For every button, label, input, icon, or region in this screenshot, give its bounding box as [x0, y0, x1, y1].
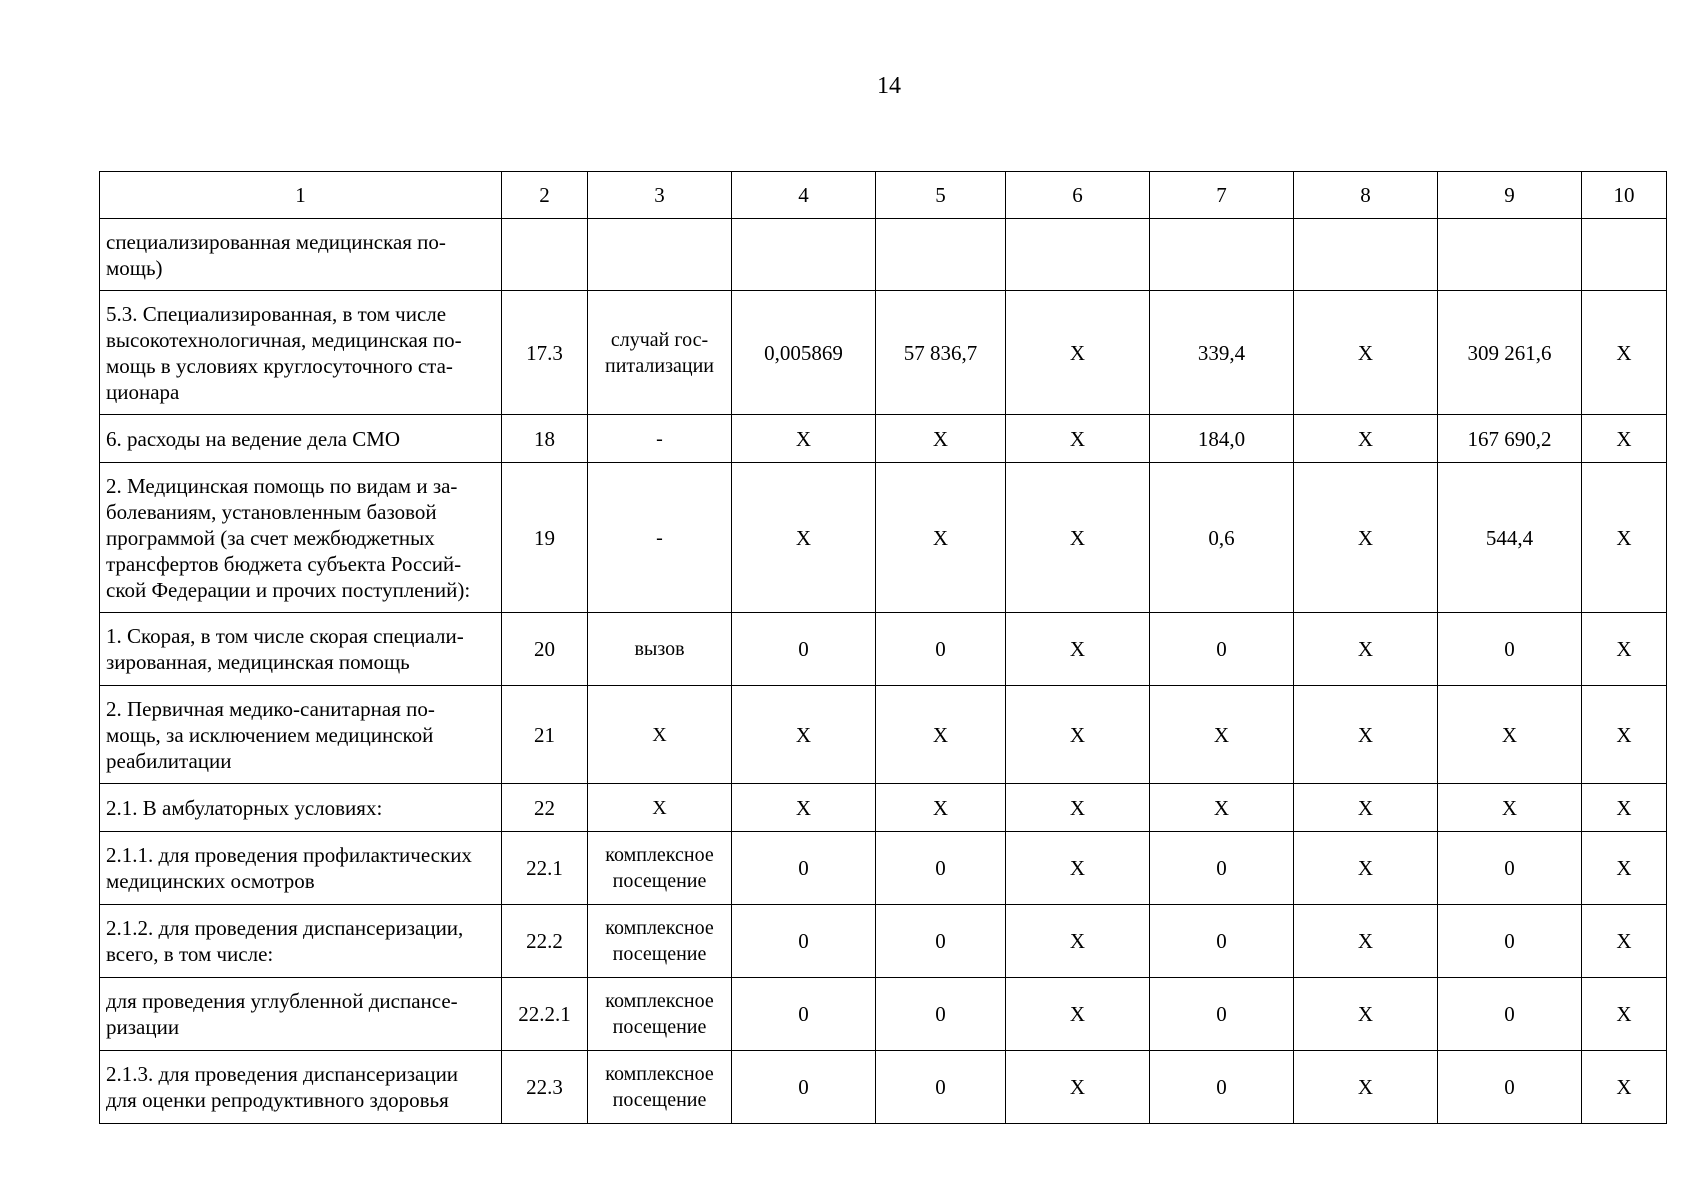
row-name-cell: 2.1. В амбулаторных условиях:	[100, 784, 502, 832]
table-cell: Х	[1294, 1051, 1438, 1124]
table-cell: 0	[876, 1051, 1006, 1124]
table-cell: Х	[732, 686, 876, 784]
table-cell: Х	[1006, 1051, 1150, 1124]
table-cell: 0	[732, 1051, 876, 1124]
header-cell: 6	[1006, 172, 1150, 219]
row-name-cell: 1. Скорая, в том числе скорая специали- зированная, медицинская помощь	[100, 613, 502, 686]
table-row	[100, 219, 1667, 291]
table-cell: Х	[876, 463, 1006, 613]
table-cell: 22	[502, 784, 588, 832]
table-cell: 0	[1438, 832, 1582, 905]
table-cell: Х	[1438, 686, 1582, 784]
row-name-cell: 5.3. Специализированная, в том числе высокотехнологичная, медицинская по- мощь в условиях круглосуточного ста- ционара	[100, 291, 502, 415]
table-cell: 0	[876, 905, 1006, 978]
table-row	[100, 463, 1667, 613]
table-cell: Х	[1294, 415, 1438, 463]
table-cell: 0	[1150, 613, 1294, 686]
table-cell: 22.2.1	[502, 978, 588, 1051]
table-cell: 0,005869	[732, 291, 876, 415]
row-name-cell: 6. расходы на ведение дела СМО	[100, 415, 502, 463]
table-cell: Х	[1294, 291, 1438, 415]
table-cell: Х	[732, 463, 876, 613]
table-cell: 0	[876, 613, 1006, 686]
table-cell: вызов	[588, 613, 732, 686]
table-cell: 0	[1150, 1051, 1294, 1124]
header-cell: 9	[1438, 172, 1582, 219]
table-cell: 19	[502, 463, 588, 613]
table-cell: 20	[502, 613, 588, 686]
table-cell: комплексное посещение	[588, 1051, 732, 1124]
table-cell: Х	[1582, 463, 1667, 613]
table-cell: Х	[1582, 686, 1667, 784]
table-cell: Х	[1006, 832, 1150, 905]
table-cell: 0	[732, 832, 876, 905]
table-cell: -	[588, 463, 732, 613]
table-cell: 0	[876, 832, 1006, 905]
table-cell: Х	[1006, 415, 1150, 463]
table-cell: 22.3	[502, 1051, 588, 1124]
table-cell: 0,6	[1150, 463, 1294, 613]
header-cell: 7	[1150, 172, 1294, 219]
table-cell: 0	[876, 978, 1006, 1051]
table-cell: Х	[1006, 613, 1150, 686]
table-cell: Х	[1582, 784, 1667, 832]
table-header-row	[100, 172, 1667, 219]
table-cell: 339,4	[1150, 291, 1294, 415]
header-cell: 1	[100, 172, 502, 219]
table-cell: 0	[1150, 978, 1294, 1051]
table-cell: Х	[588, 686, 732, 784]
table-row	[100, 415, 1667, 463]
table-cell: 18	[502, 415, 588, 463]
table-cell: 0	[732, 978, 876, 1051]
table-cell: Х	[876, 686, 1006, 784]
table-cell: 0	[732, 613, 876, 686]
page-number: 14	[877, 73, 901, 99]
table-cell: 0	[1438, 613, 1582, 686]
header-cell: 10	[1582, 172, 1667, 219]
row-name-cell: специализированная медицинская по- мощь)	[100, 219, 502, 291]
table-cell: Х	[1006, 905, 1150, 978]
table-cell: Х	[1294, 686, 1438, 784]
table-cell: Х	[1582, 978, 1667, 1051]
table-cell	[1150, 219, 1294, 291]
table-cell: 544,4	[1438, 463, 1582, 613]
row-name-cell: 2.1.1. для проведения профилактических медицинских осмотров	[100, 832, 502, 905]
table-cell: Х	[1006, 463, 1150, 613]
header-cell: 8	[1294, 172, 1438, 219]
table-cell: Х	[1294, 463, 1438, 613]
table-cell	[1582, 219, 1667, 291]
table-cell: Х	[1006, 784, 1150, 832]
table-cell	[1006, 219, 1150, 291]
table-row	[100, 1051, 1667, 1124]
table-cell: случай гос- питализации	[588, 291, 732, 415]
table-cell: 0	[732, 905, 876, 978]
table-cell: 21	[502, 686, 588, 784]
table-cell: -	[588, 415, 732, 463]
table-cell: Х	[1582, 291, 1667, 415]
row-name-cell: 2. Медицинская помощь по видам и за- болеваниям, установленным базовой программой (за счет межбюджетных трансфертов бюджета субъекта Россий- ской Федерации и прочих поступлений):	[100, 463, 502, 613]
table-cell: 0	[1438, 1051, 1582, 1124]
row-name-cell: 2.1.3. для проведения диспансеризации для оценки репродуктивного здоровья	[100, 1051, 502, 1124]
table-cell: комплексное посещение	[588, 905, 732, 978]
table-cell: 17.3	[502, 291, 588, 415]
header-cell: 5	[876, 172, 1006, 219]
table-cell: Х	[876, 784, 1006, 832]
table-cell: комплексное посещение	[588, 978, 732, 1051]
table-cell: Х	[1294, 784, 1438, 832]
table-cell: 309 261,6	[1438, 291, 1582, 415]
header-cell: 4	[732, 172, 876, 219]
table-cell: 0	[1438, 905, 1582, 978]
table-row	[100, 905, 1667, 978]
table-cell: Х	[1294, 832, 1438, 905]
table-cell: комплексное посещение	[588, 832, 732, 905]
table-cell: 22.1	[502, 832, 588, 905]
header-cell: 3	[588, 172, 732, 219]
table-cell: 57 836,7	[876, 291, 1006, 415]
table-cell	[876, 219, 1006, 291]
table-cell: 167 690,2	[1438, 415, 1582, 463]
table-cell	[1294, 219, 1438, 291]
table-cell: Х	[732, 415, 876, 463]
table-row	[100, 832, 1667, 905]
table-cell: Х	[1582, 832, 1667, 905]
table-cell	[502, 219, 588, 291]
table-cell	[1438, 219, 1582, 291]
table-row	[100, 978, 1667, 1051]
table-cell: Х	[1438, 784, 1582, 832]
table-cell: Х	[1582, 415, 1667, 463]
table-cell: Х	[732, 784, 876, 832]
row-name-cell: для проведения углубленной диспансе- ризации	[100, 978, 502, 1051]
table-cell: Х	[1150, 784, 1294, 832]
row-name-cell: 2.1.2. для проведения диспансеризации, всего, в том числе:	[100, 905, 502, 978]
table-cell: Х	[1150, 686, 1294, 784]
table-cell: Х	[588, 784, 732, 832]
table-cell: Х	[1582, 613, 1667, 686]
table-cell: 0	[1150, 905, 1294, 978]
header-cell: 2	[502, 172, 588, 219]
table-cell: Х	[1294, 905, 1438, 978]
table-cell: 22.2	[502, 905, 588, 978]
table-cell	[588, 219, 732, 291]
table-cell: Х	[1006, 291, 1150, 415]
table-cell: Х	[1582, 905, 1667, 978]
table-cell: 184,0	[1150, 415, 1294, 463]
table-cell: 0	[1438, 978, 1582, 1051]
table-cell: Х	[876, 415, 1006, 463]
table-row	[100, 291, 1667, 415]
table-cell: Х	[1294, 978, 1438, 1051]
table-cell: Х	[1006, 686, 1150, 784]
table-cell: Х	[1294, 613, 1438, 686]
table-row	[100, 686, 1667, 784]
row-name-cell: 2. Первичная медико-санитарная по- мощь, за исключением медицинской реабилитации	[100, 686, 502, 784]
table-row	[100, 613, 1667, 686]
table-row	[100, 784, 1667, 832]
table-cell: Х	[1006, 978, 1150, 1051]
table-cell: Х	[1582, 1051, 1667, 1124]
table-cell	[732, 219, 876, 291]
table-cell: 0	[1150, 832, 1294, 905]
report-table	[99, 171, 1667, 1124]
